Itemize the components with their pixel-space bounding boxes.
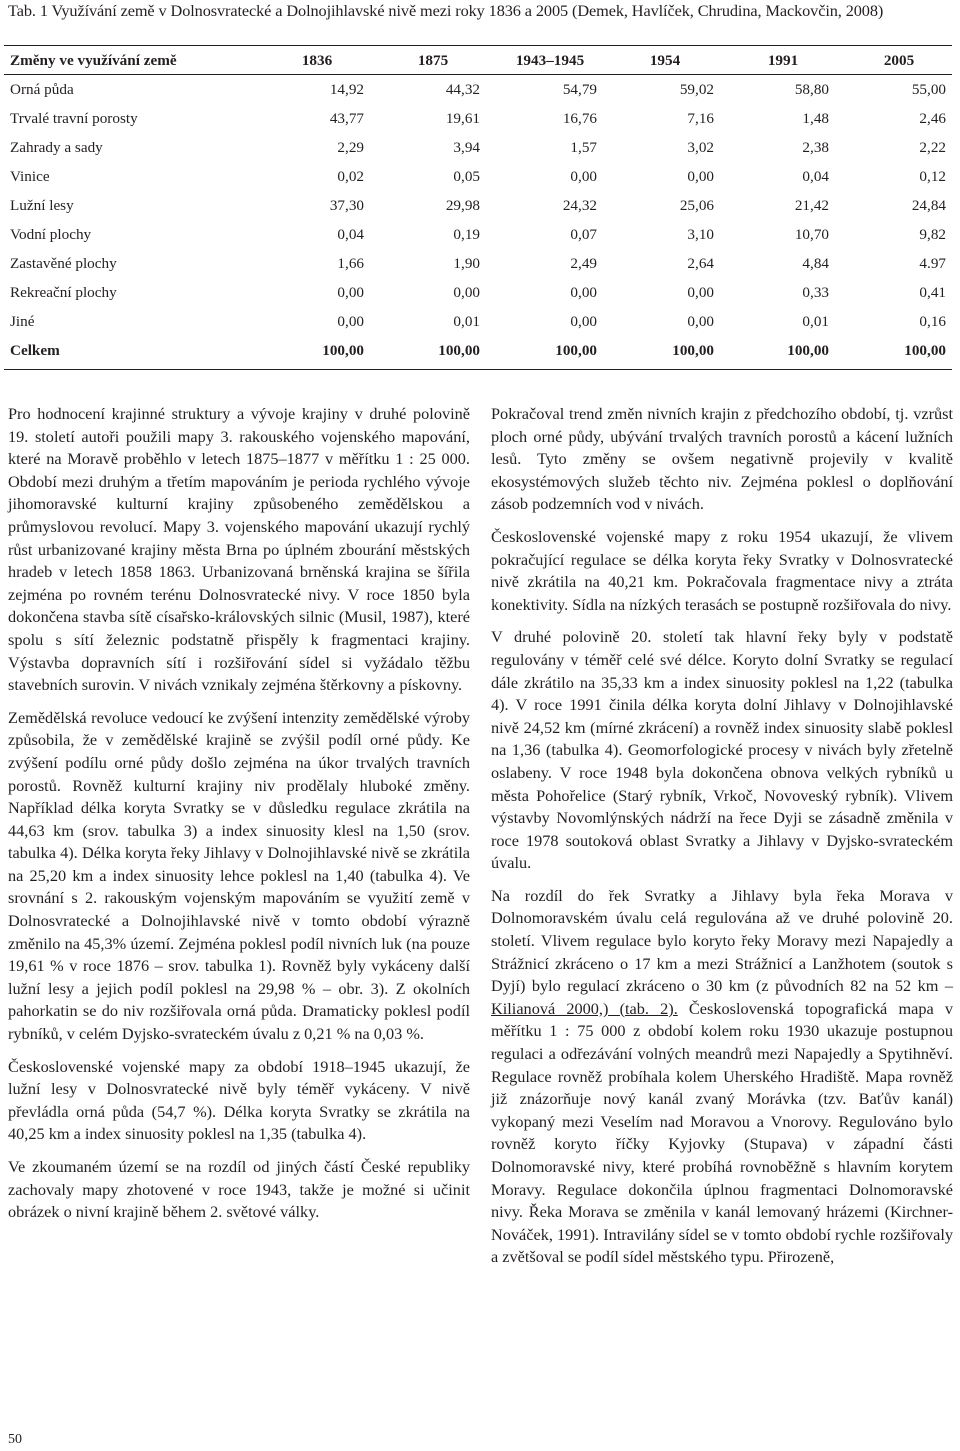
table-cell: 0,00 bbox=[570, 284, 597, 301]
table-cell: 4,84 bbox=[802, 255, 829, 272]
table-cell: 0,02 bbox=[337, 168, 364, 185]
table-total-cell: 100,00 bbox=[787, 342, 829, 359]
paragraph: V druhé polovině 20. století tak hlavní řeky byly v podstatě regulovány v téměř celé své délce. Koryto dolní Svratky se regulací dále zkrátilo na 35,33 km a index sinuosity poklesl na 1,22 (tabulka 4). V roce 1991 činila délka koryta dolní Jihlavy v Dolnojihlavské nivě 24,52 km (mírné zkrácení) a rovněž index sinuosity slabě poklesl na 1,36 (tabulka 4). Geomorfologické procesy v nivách byly zřetelně oslabeny. V roce 1948 byla dokončena obnova velkých rybníků u města Pohořelice (Starý rybník, Vrkoč, Novoveský rybník). Vlivem výstavby Novomlýnských nádrží na řece Dyji se zásadně změnila v roce 1978 soutoková oblast Svratky a Jihlavy v Dyjsko-svrateckém úvalu. bbox=[491, 627, 953, 873]
table-cell: 0,12 bbox=[919, 168, 946, 185]
table-cell: 0,01 bbox=[453, 313, 480, 330]
left-text-column bbox=[8, 403, 470, 1234]
table-row bbox=[4, 105, 952, 134]
table-row bbox=[4, 308, 952, 337]
table-row-label: Trvalé travní porosty bbox=[10, 110, 138, 127]
table-row bbox=[4, 279, 952, 308]
table-cell: 19,61 bbox=[445, 110, 480, 127]
table-cell: 2,49 bbox=[570, 255, 597, 272]
table-cell: 55,00 bbox=[911, 81, 946, 98]
table-cell: 58,80 bbox=[794, 81, 829, 98]
table-cell: 2,38 bbox=[802, 139, 829, 156]
table-total-label: Celkem bbox=[10, 342, 60, 359]
table-row bbox=[4, 134, 952, 163]
table-cell: 0,00 bbox=[687, 284, 714, 301]
table-total-cell: 100,00 bbox=[672, 342, 714, 359]
table-cell: 9,82 bbox=[919, 226, 946, 243]
table-rule-top bbox=[4, 45, 952, 46]
table-cell: 29,98 bbox=[445, 197, 480, 214]
table-rule-bottom bbox=[4, 369, 952, 370]
table-header-row bbox=[4, 47, 952, 76]
table-cell: 0,41 bbox=[919, 284, 946, 301]
paragraph: Pokračoval trend změn nivních krajin z předchozího období, tj. vzrůst ploch orné půdy, ubývání trvalých travních porostů a kácení lužních lesů. Tyto změny se ovšem negativně projevily v kvalitě ekosystémových služeb těchto niv. Zejména poklesl o doplňování zásob podzemních vod v nivách. bbox=[491, 404, 953, 514]
table-cell: 2,64 bbox=[687, 255, 714, 272]
table-row-label: Vinice bbox=[10, 168, 50, 185]
table-cell: 1,66 bbox=[337, 255, 364, 272]
table-row-label: Zahrady a sady bbox=[10, 139, 103, 156]
table-header-1875: 1875 bbox=[417, 52, 449, 69]
table-cell: 14,92 bbox=[329, 81, 364, 98]
table-cell: 0,07 bbox=[570, 226, 597, 243]
table-cell: 0,04 bbox=[337, 226, 364, 243]
table-cell: 0,05 bbox=[453, 168, 480, 185]
table-cell: 59,02 bbox=[679, 81, 714, 98]
table-row-label: Jiné bbox=[10, 313, 35, 330]
paragraph: Československé vojenské mapy za období 1918–1945 ukazují, že lužní lesy v Dolnosvratecké nivě byly téměř vykáceny. V nivě převládla orná půda (54,7 %). Délka koryta Svratky se zkrátila na 40,25 km a index sinuosity poklesl na 1,35 (tabulka 4). bbox=[8, 1056, 470, 1144]
table-cell: 3,10 bbox=[687, 226, 714, 243]
table-header-1954: 1954 bbox=[649, 52, 681, 69]
table-cell: 44,32 bbox=[445, 81, 480, 98]
table-header-1836: 1836 bbox=[301, 52, 333, 69]
table-cell: 0,00 bbox=[687, 168, 714, 185]
table-cell: 24,84 bbox=[911, 197, 946, 214]
table-cell: 25,06 bbox=[679, 197, 714, 214]
table-cell: 2,29 bbox=[337, 139, 364, 156]
table-cell: 7,16 bbox=[687, 110, 714, 127]
table-cell: 3,02 bbox=[687, 139, 714, 156]
page-number: 50 bbox=[8, 1432, 22, 1447]
table-row-label: Zastavěné plochy bbox=[10, 255, 117, 272]
table-cell: 2,46 bbox=[919, 110, 946, 127]
table-cell: 0,00 bbox=[453, 284, 480, 301]
table-total-cell: 100,00 bbox=[904, 342, 946, 359]
paragraph-text: Na rozdíl do řek Svratky a Jihlavy byla řeka Morava v Dolnomoravském úvalu celá regulována až ve druhé polovině 20. století. Vlivem regulace bylo koryto řeky Moravy mezi Napajedly a Strážnicí zkráceno o 17 km a mezi Strážnicí a Lanžhotem (soutok s Dyjí) bylo regulací zkráceno o 30 km (z původních 82 na 52 km – bbox=[491, 885, 953, 996]
table-cell: 4.97 bbox=[919, 255, 946, 272]
table-cell: 43,77 bbox=[329, 110, 364, 127]
table-cell: 0,04 bbox=[802, 168, 829, 185]
table-total-cell: 100,00 bbox=[555, 342, 597, 359]
table-cell: 3,94 bbox=[453, 139, 480, 156]
table-caption: Tab. 1 Využívání země v Dolnosvratecké a Dolnojihlavské nivě mezi roky 1836 a 2005 (Demek, Havlíček, Chrudina, Mackovčin, 2008) bbox=[8, 1, 884, 20]
table-cell: 1,57 bbox=[570, 139, 597, 156]
table-row bbox=[4, 250, 952, 279]
table-cell: 37,30 bbox=[329, 197, 364, 214]
table-cell: 0,33 bbox=[802, 284, 829, 301]
table-cell: 24,32 bbox=[562, 197, 597, 214]
table-cell: 54,79 bbox=[562, 81, 597, 98]
table-header-1991: 1991 bbox=[767, 52, 799, 69]
table-cell: 10,70 bbox=[794, 226, 829, 243]
table-total-row bbox=[4, 337, 952, 366]
table-cell: 0,01 bbox=[802, 313, 829, 330]
table-cell: 16,76 bbox=[562, 110, 597, 127]
table-cell: 0,19 bbox=[453, 226, 480, 243]
right-text-column bbox=[491, 403, 953, 1279]
table-header-1943-1945: 1943–1945 bbox=[515, 52, 585, 69]
table-total-cell: 100,00 bbox=[438, 342, 480, 359]
table-header-label: Změny ve využívání země bbox=[10, 52, 177, 69]
table-cell: 0,00 bbox=[687, 313, 714, 330]
table-row bbox=[4, 221, 952, 250]
table-cell: 1,48 bbox=[802, 110, 829, 127]
table-cell: 2,22 bbox=[919, 139, 946, 156]
table-row-label: Lužní lesy bbox=[10, 197, 74, 214]
table-row bbox=[4, 192, 952, 221]
table-row-label: Rekreační plochy bbox=[10, 284, 117, 301]
table-cell: 0,00 bbox=[337, 284, 364, 301]
table-cell: 0,16 bbox=[919, 313, 946, 330]
table-cell: 1,90 bbox=[453, 255, 480, 272]
table-cell: 21,42 bbox=[794, 197, 829, 214]
table-cell: 0,00 bbox=[570, 168, 597, 185]
table-cell: 0,00 bbox=[337, 313, 364, 330]
table-row-label: Vodní plochy bbox=[10, 226, 92, 243]
paragraph: Československé vojenské mapy z roku 1954 ukazují, že vlivem pokračující regulace se délka koryta řeky Svratky v Dolnosvratecké nivě zkrátila na 40,21 km. Pokračovala fragmentace nivy a ztráta konektivity. Sídla na nízkých terasách se postupně rozšiřovala do nivy. bbox=[491, 526, 953, 614]
table-row bbox=[4, 163, 952, 192]
citation-link[interactable]: Kilianová 2000,) (tab. 2). bbox=[491, 998, 678, 1018]
paragraph: Zemědělská revoluce vedoucí ke zvýšení intenzity zemědělské výroby způsobila, že v zemědělské krajině se zvýšil podíl orné půdy. Ke zvýšení podílu orné půdy došlo zejména na úkor trvalých travních porostů. Rovněž kulturní krajiny niv prodělaly hluboké změny. Například délka koryta Svratky se v důsledku regulace zkrátila na 44,63 km (srov. tabulka 3) a index sinuosity klesl na 1,50 (srov. tabulka 4). Délka koryta řeky Jihlavy v Dolnojihlavské nivě se zkrátila na 25,20 km a index sinuosity lehce poklesl na 1,40 (tabulka 4). Ve srovnání s 2. rakouským vojenským mapováním se využití země v Dolnosvratecké a Dolnojihlavské nivě v tomto období výrazně změnilo na 45,3% území. Zejména poklesl podíl nivních luk (na pouze 19,61 % v roce 1876 – srov. tabulka 1). Rovněž byly vykáceny další lužní lesy a jejich podíl poklesl na 29,98 % – obr. 3). Z okolních pahorkatin se do niv rozšiřovala orná půda. Dramaticky poklesl podíl rybníků, v celém Dyjsko-svrateckém úvalu z 0,21 % na 0,03 %. bbox=[8, 707, 470, 1044]
paragraph: Ve zkoumaném území se na rozdíl od jiných částí České republiky zachovaly mapy zhotovené v roce 1943, takže je možné si učinit obrázek o nivní krajině během 2. světové války. bbox=[8, 1157, 470, 1222]
paragraph-text: Československá topografická mapa v měřítku 1 : 75 000 z období kolem roku 1930 ukazuje postupnou regulaci a odřezávání volných meandrů mezi Napajedly a Spytihněví. Regulace rovněž probíhala kolem Uherského Hradiště. Mapa rovněž již znázorňuje nový kanál zvaný Morávka (tzv. Baťův kanál) vykopaný mezi Veselím nad Moravou a Vnorovy. Regulováno bylo rovněž koryto říčky Kyjovky (Stupava) v západní části Dolnomoravské nivy, které probíhá rovnoběžně s hlavním korytem Moravy. Regulace dokončila úplnou fragmentaci Dolnomoravské nivy. Řeka Morava se změnila v kanál lemovaný hrázemi (Kirchner-Nováček, 1991). Intravilány sídel se v tomto období rychle rozšiřovaly a zvětšoval se podíl sídel městského typu. Přirozeně, bbox=[491, 998, 953, 1267]
table-total-cell: 100,00 bbox=[322, 342, 364, 359]
table-row bbox=[4, 76, 952, 105]
table-row-label: Orná půda bbox=[10, 81, 74, 98]
paragraph: Pro hodnocení krajinné struktury a vývoje krajiny v druhé polovině 19. století autoři použili mapy 3. rakouského vojenského mapování, které na Moravě proběhlo v letech 1875–1877 v měřítku 1 : 25 000. Období mezi druhým a třetím mapováním je perioda rychlého vývoje jihomoravské kulturní krajiny způsobeného zemědělskou a průmyslovou revolucí. Mapy 3. vojenského mapování ukazují rychlý růst urbanizované krajiny města Brna po úplném zbourání městských hradeb v letech 1858 1863. Urbanizovaná brněnská krajina se šířila zejména po rovném terénu Dolnosvratecké nivy. V roce 1850 byla dokončena stavba sítě císařsko-královských silnic (Musil, 1987), které spolu s sítí železnic podstatně přispěly k fragmentaci krajiny. Výstavba dopravních sítí i rozšiřování sídel si vyžádalo těžbu stavebních surovin. V nivách vznikaly zejména štěrkovny a pískovny. bbox=[8, 404, 470, 695]
table-cell: 0,00 bbox=[570, 313, 597, 330]
table-header-2005: 2005 bbox=[883, 52, 915, 69]
paragraph bbox=[491, 885, 953, 1269]
